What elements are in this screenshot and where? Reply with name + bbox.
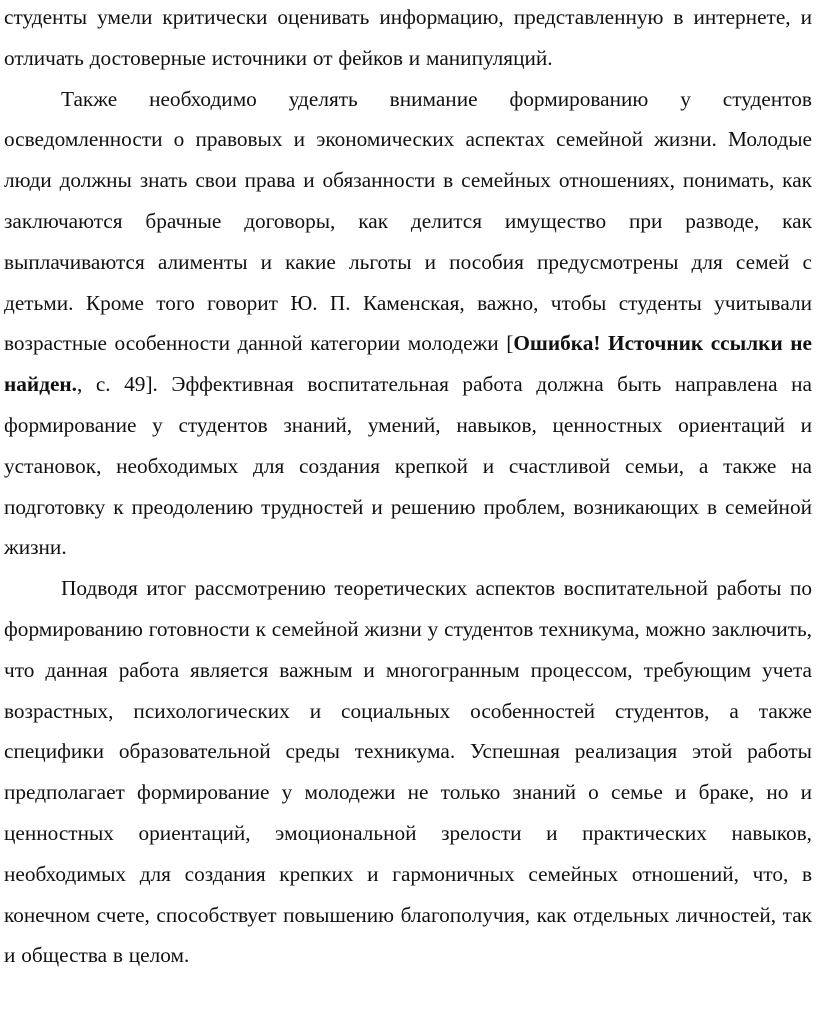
paragraph-text-before-reference: Также необходимо уделять внимание формированию у студентов осведомленности о правовых и экономических аспектах семейной жизни. Молодые люди должны знать свои права и обязанности в семейных отношениях, понимать, как заключаются брачные договоры, как делится имущество при разводе, как выплачиваются алименты и какие льготы и пособия предусмотрены для семей с детьми. Кроме того говорит Ю. П. Каменская, важно, чтобы студенты учитывали возрастные особенности данной категории молодежи [ bbox=[4, 86, 812, 356]
paragraph-continuation: студенты умели критически оценивать информацию, представленную в интернете, и отличать достоверные источники от фейков и манипуляций. bbox=[4, 5, 812, 70]
paragraph-text-after-reference: , с. 49]. Эффективная воспитательная работа должна быть направлена на формирование у студентов знаний, умений, навыков, ценностных ориентаций и установок, необходимых для создания крепкой и счастливой семьи, а также на подготовку к преодолению трудностей и решению проблем, возникающих в семейной жизни. bbox=[4, 372, 812, 560]
paragraph-legal-economic-aspects bbox=[4, 79, 812, 569]
paragraph-conclusion: Подводя итог рассмотрению теоретических аспектов воспитательной работы по формированию готовности к семейной жизни у студентов техникума, можно заключить, что данная работа является важным и многогранным процессом, требующим учета возрастных, психологических и социальных особенностей студентов, а также специфики образовательной среды техникума. Успешная реализация этой работы предполагает формирование у молодежи не только знаний о семье и браке, но и ценностных ориентаций, эмоциональной зрелости и практических навыков, необходимых для создания крепких и гармоничных семейных отношений, что, в конечном счете, способствует повышению благополучия, как отдельных личностей, так и общества в целом. bbox=[4, 576, 812, 968]
reference-error-text: Ошибка! Источник ссылки не найден. bbox=[4, 331, 812, 397]
